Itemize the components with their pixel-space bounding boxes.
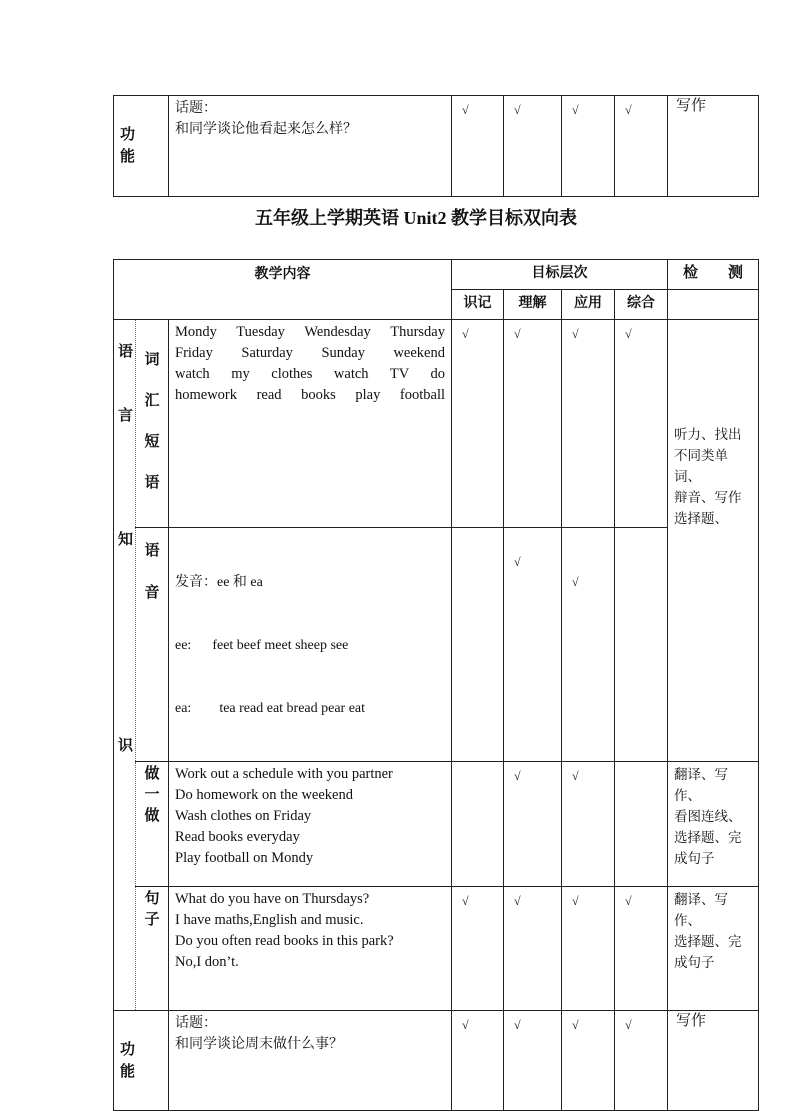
function-label: 功 能 [114,96,169,197]
test-line: 翻译、写作、 [674,767,728,803]
header-content: 教学内容 [114,260,452,320]
test-cell: 写作 [668,96,759,197]
header-level-apply: 应用 [562,290,615,320]
topic-text: 和同学谈论周末做什么事？ [175,1037,343,1052]
outer-char-zhi: 知 [118,532,134,548]
phonics-label-char: 语 [144,543,160,559]
test-line: 选择题、完 [674,934,742,949]
check-cell [504,96,562,197]
check-mark: √ [462,103,469,117]
vocab-line: Mondy Tuesday Wendesday Thursday [175,324,445,340]
sentence-label-char: 句 [144,891,160,907]
sentence-line: I have maths,English and music. [175,912,364,928]
practice-line: Do homework on the weekend [175,787,353,803]
vocab-label-char: 短 [144,434,160,450]
check-mark: √ [514,103,521,117]
sentence-line: What do you have on Thursdays? [175,891,370,907]
header-test-empty [668,290,759,320]
check-cell [615,887,668,1011]
test-line: 看图连线、 [674,809,742,824]
vocab-line: Friday Saturday Sunday weekend [175,345,445,361]
check-mark: √ [625,327,632,341]
check-mark: √ [462,327,469,341]
check-cell [504,887,562,1011]
check-mark [615,528,667,532]
practice-line: Play football on Mondy [175,850,314,866]
outer-char-yu: 语 [118,344,134,360]
check-cell [562,1011,615,1111]
header-level-understand: 理解 [504,290,562,320]
check-mark: √ [572,769,579,783]
check-mark: √ [462,894,469,908]
header-level-memorize: 识记 [452,290,504,320]
practice-line: Work out a schedule with you partner [175,766,393,782]
check-cell [615,762,668,887]
check-cell [562,96,615,197]
test-cell: 写作 [668,1011,759,1111]
check-cell [452,528,504,762]
topic-label: 话题： [175,1016,217,1031]
check-mark [452,528,503,532]
topic-text: 和同学谈论他看起来怎么样？ [175,122,357,137]
test-line: 辩音、写作 [674,490,742,505]
practice-line: Wash clothes on Friday [175,808,312,824]
check-cell [562,528,615,762]
check-cell [615,320,668,528]
check-mark: √ [572,1018,579,1032]
test-line: 听力、找出 [674,427,742,442]
check-cell [504,1011,562,1111]
outer-char-yan: 言 [118,408,134,424]
check-mark [452,762,503,766]
function-topic-cell [169,96,452,197]
vocab-test-cell [668,320,759,762]
practice-label-char: 做 [144,766,160,782]
function-label [114,1011,169,1111]
vocab-label [136,320,169,528]
vocab-line: watch my clothes watch TV do [175,366,445,382]
vocab-content [169,320,452,528]
check-mark: √ [572,327,579,341]
function-char: 功 [120,1041,136,1058]
vocab-label-char: 汇 [144,393,160,409]
check-mark: √ [572,103,579,117]
check-cell [504,320,562,528]
phonics-line: ee: feet beef meet sheep see [175,638,349,653]
check-cell [562,762,615,887]
check-mark: √ [514,555,521,569]
check-cell [504,762,562,887]
check-mark: √ [625,103,632,117]
sentence-label [136,887,169,1011]
check-cell [452,887,504,1011]
check-cell [452,762,504,887]
practice-label-char: 一 [144,787,160,803]
test-line: 翻译、写作、 [674,892,728,928]
sentence-test-cell [668,887,759,1011]
sentence-content [169,887,452,1011]
check-mark: √ [572,894,579,908]
check-mark [615,762,667,766]
practice-test-cell [668,762,759,887]
practice-content [169,762,452,887]
practice-label [136,762,169,887]
phonics-label [136,528,169,762]
top-function-table [113,95,759,197]
vocab-label-char: 词 [144,352,160,368]
sentence-label-char: 子 [144,912,160,928]
check-cell [452,320,504,528]
check-cell [562,887,615,1011]
test-line: 成句子 [674,851,715,866]
function-topic-cell [169,1011,452,1111]
header-level-synthesize: 综合 [615,290,668,320]
test-line: 选择题、完 [674,830,742,845]
practice-label-char: 做 [144,808,160,824]
practice-line: Read books everyday [175,829,300,845]
check-cell [615,96,668,197]
test-line: 选择题、 [674,511,728,526]
check-cell [615,1011,668,1111]
check-cell [504,528,562,762]
check-mark: √ [514,894,521,908]
main-table [113,259,759,1111]
check-cell [452,96,504,197]
check-mark: √ [462,1018,469,1032]
check-mark: √ [572,575,579,589]
check-mark: √ [514,769,521,783]
phonics-line: ea: tea read eat bread pear eat [175,701,366,716]
page-title: 五年级上学期英语 Unit2 教学目标双向表 [254,208,577,228]
sentence-line: No,I don’t. [175,954,239,970]
outer-char-shi: 识 [118,738,134,754]
sentence-line: Do you often read books in this park? [175,933,394,949]
function-char: 能 [120,1063,136,1080]
phonics-label-char: 音 [144,585,160,601]
test-line: 不同类单词、 [674,448,728,484]
check-cell [562,320,615,528]
topic-label: 话题： [175,101,217,116]
check-cell [452,1011,504,1111]
vocab-label-char: 语 [144,475,160,491]
check-mark: √ [625,894,632,908]
check-mark: √ [514,327,521,341]
phonics-line: 发音：ee 和 ea [175,575,263,590]
header-levels: 目标层次 [452,260,668,290]
header-test: 检 测 [668,260,759,290]
phonics-content [169,528,452,762]
vocab-line: homework read books play football [175,387,445,403]
check-cell [615,528,668,762]
language-knowledge-label [114,320,136,1011]
test-line: 成句子 [674,955,715,970]
check-mark: √ [514,1018,521,1032]
check-mark: √ [625,1018,632,1032]
